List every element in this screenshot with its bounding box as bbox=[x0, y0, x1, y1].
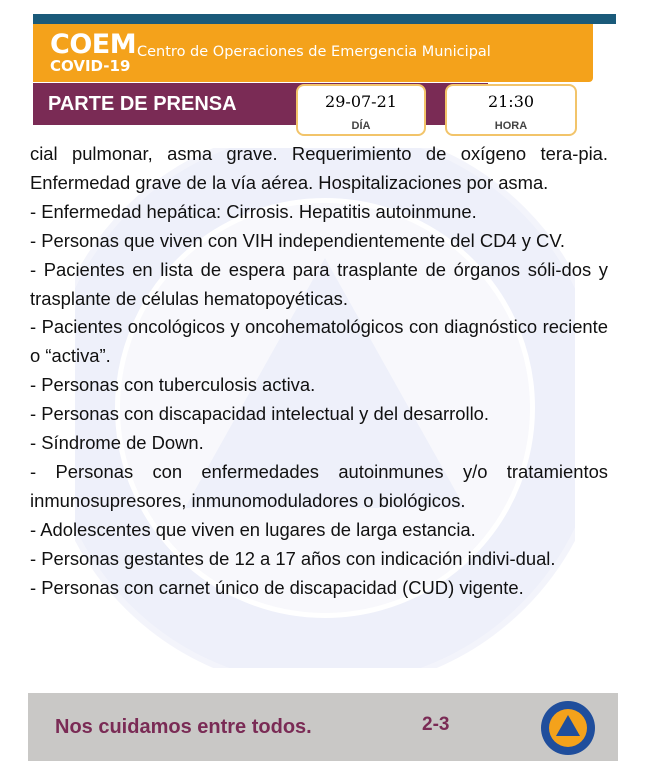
section-title: PARTE DE PRENSA bbox=[48, 93, 237, 115]
list-item: - Personas con carnet único de discapacidad (CUD) vigente. bbox=[30, 576, 524, 598]
date-label: DÍA bbox=[351, 120, 371, 132]
header-top-bar bbox=[33, 14, 616, 24]
org-short-name: COEM bbox=[50, 29, 137, 60]
list-item: - Enfermedad hepática: Cirrosis. Hepatitis autoinmune. bbox=[30, 200, 477, 222]
civil-protection-logo-icon bbox=[540, 700, 596, 756]
time-label: HORA bbox=[494, 120, 528, 132]
list-item: - Personas que viven con VIH independientemente del CD4 y CV. bbox=[30, 229, 566, 251]
paragraph: cial pulmonar, asma grave. Requerimiento de oxígeno tera-pia. Enfermedad grave de la vía aérea. Hospitalizaciones por asma. bbox=[30, 143, 608, 193]
time-value: 21:30 bbox=[487, 92, 535, 111]
date-box bbox=[296, 84, 426, 136]
date-value: 29-07-21 bbox=[325, 92, 397, 111]
list-item: - Personas con tuberculosis activa. bbox=[30, 374, 316, 396]
list-item: - Pacientes oncológicos y oncohematológicos con diagnóstico reciente o “activa”. bbox=[30, 316, 608, 367]
page-number: 2-3 bbox=[422, 714, 450, 735]
list-item: - Síndrome de Down. bbox=[30, 432, 204, 454]
list-item: - Personas con discapacidad intelectual y del desarrollo. bbox=[30, 403, 490, 425]
time-box bbox=[445, 84, 577, 136]
list-item: - Pacientes en lista de espera para trasplante de órganos sóli-dos y trasplante de células hematopoyéticas. bbox=[30, 258, 608, 309]
list-item: - Personas con enfermedades autoinmunes y/o tratamientos inmunosupresores, inmunomoduladores o biológicos. bbox=[30, 460, 608, 511]
org-full-name: Centro de Operaciones de Emergencia Municipal bbox=[137, 44, 491, 60]
list-item: - Personas gestantes de 12 a 17 años con indicación indivi-dual. bbox=[30, 547, 556, 569]
press-release-body bbox=[30, 140, 608, 603]
list-item: - Adolescentes que viven en lugares de larga estancia. bbox=[30, 518, 476, 540]
footer-slogan: Nos cuidamos entre todos. bbox=[55, 716, 312, 738]
covid-label: COVID-19 bbox=[50, 57, 131, 75]
